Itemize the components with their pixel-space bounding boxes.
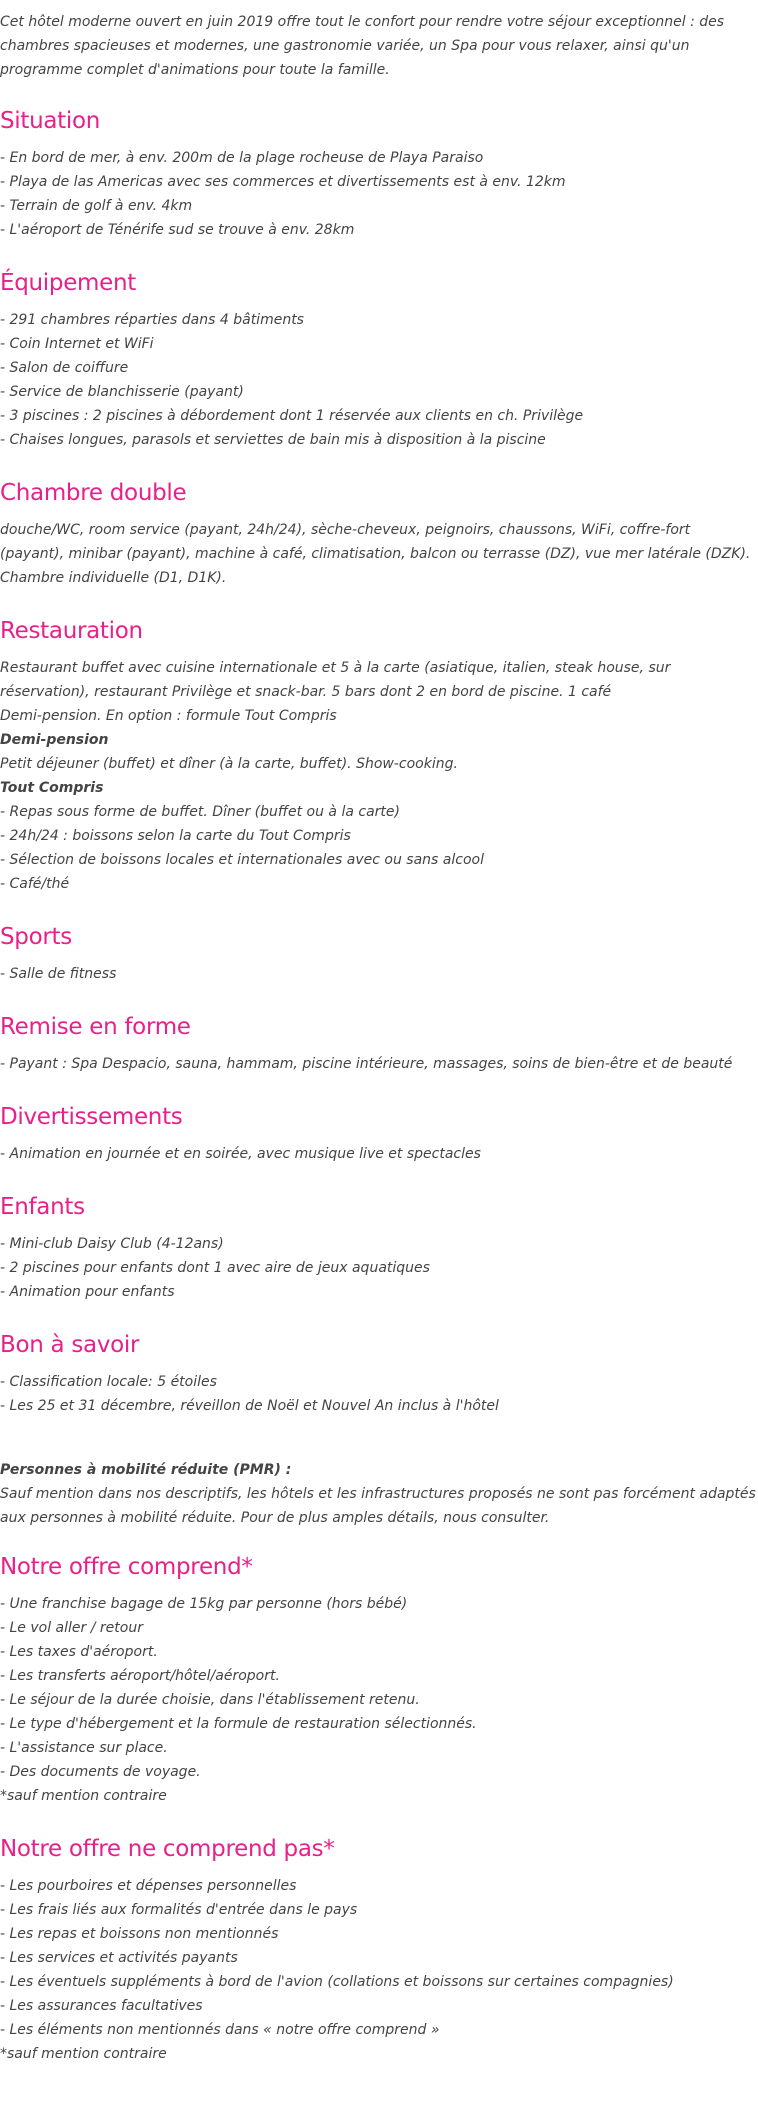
situation-heading: Situation [0,108,101,134]
list-item: - Payant : Spa Despacio, sauna, hammam, piscine intérieure, massages, soins de bien-être et de beauté [0,1056,733,1072]
sports-heading: Sports [0,924,72,950]
list-item: - Sélection de boissons locales et internationales avec ou sans alcool [0,852,484,868]
list-item: - Service de blanchisserie (payant) [0,384,244,400]
restauration-text: Restaurant buffet avec cuisine internationale et 5 à la carte (asiatique, italien, steak house, sur réservation), restaurant Privilège et snack-bar. 5 bars dont 2 en bord de piscine. 1 café [0,660,671,700]
section-offre-ne-comprend-pas [0,1832,758,2066]
list-item: - Les taxes d'aéroport. [0,1644,158,1660]
pmr-title: Personnes à mobilité réduite (PMR) : [0,1462,292,1478]
list-item: - Repas sous forme de buffet. Dîner (buffet ou à la carte) [0,804,400,820]
divertissements-heading: Divertissements [0,1104,183,1130]
list-item: - Le séjour de la durée choisie, dans l'établissement retenu. [0,1692,420,1708]
list-item: - En bord de mer, à env. 200m de la plage rocheuse de Playa Paraiso [0,150,484,166]
list-item: - L'assistance sur place. [0,1740,168,1756]
list-item: - 2 piscines pour enfants dont 1 avec aire de jeux aquatiques [0,1260,430,1276]
section-restauration [0,614,758,896]
list-item: - Les éléments non mentionnés dans « notre offre comprend » [0,2022,440,2038]
list-item: - Le vol aller / retour [0,1620,143,1636]
list-item: - Animation en journée et en soirée, avec musique live et spectacles [0,1146,481,1162]
list-item: - Chaises longues, parasols et serviettes de bain mis à disposition à la piscine [0,432,546,448]
list-item: - Animation pour enfants [0,1284,175,1300]
list-item: - 24h/24 : boissons selon la carte du Tout Compris [0,828,351,844]
intro-text: Cet hôtel moderne ouvert en juin 2019 offre tout le confort pour rendre votre séjour exceptionnel : des chambres spacieuses et modernes, une gastronomie variée, un Spa pour vous relaxer, ainsi qu'un programme complet d'animations pour toute la famille. [0,14,725,78]
section-enfants [0,1190,758,1304]
offre-comprend-heading: Notre offre comprend* [0,1554,253,1580]
restauration-formula: Demi-pension. En option : formule Tout Compris [0,708,337,724]
offre-comprend-note: *sauf mention contraire [0,1788,167,1804]
list-item: - Salle de fitness [0,966,117,982]
list-item: - 291 chambres réparties dans 4 bâtiments [0,312,304,328]
demi-pension-text: Petit déjeuner (buffet) et dîner (à la carte, buffet). Show-cooking. [0,756,458,772]
list-item: - 3 piscines : 2 piscines à débordement dont 1 réservée aux clients en ch. Privilège [0,408,584,424]
equipement-heading: Équipement [0,270,136,296]
list-item: - Les éventuels suppléments à bord de l'avion (collations et boissons sur certaines compagnies) [0,1974,674,1990]
chambre-text: douche/WC, room service (payant, 24h/24), sèche-cheveux, peignoirs, chaussons, WiFi, coffre-fort (payant), minibar (payant), machine à café, climatisation, balcon ou terrasse (DZ), vue mer latérale (DZK). Chambre individuelle (D1, D1K). [0,522,751,586]
list-item: - Des documents de voyage. [0,1764,201,1780]
enfants-heading: Enfants [0,1194,85,1220]
pmr-text: Sauf mention dans nos descriptifs, les hôtels et les infrastructures proposés ne sont pas forcément adaptés aux personnes à mobilité réduite. Pour de plus amples détails, nous consulter. [0,1486,756,1526]
list-item: - Les transferts aéroport/hôtel/aéroport. [0,1668,280,1684]
section-equipement [0,266,758,452]
section-situation [0,104,758,242]
remise-heading: Remise en forme [0,1014,191,1040]
list-item: - Coin Internet et WiFi [0,336,154,352]
list-item: - Le type d'hébergement et la formule de restauration sélectionnés. [0,1716,477,1732]
section-bon-a-savoir [0,1328,758,1418]
list-item: - Les services et activités payants [0,1950,238,1966]
list-item: - Salon de coiffure [0,360,129,376]
pmr-notice [0,1458,758,1530]
list-item: - Playa de las Americas avec ses commerces et divertissements est à env. 12km [0,174,566,190]
section-remise-en-forme [0,1010,758,1076]
list-item: - Classification locale: 5 étoiles [0,1374,217,1390]
list-item: - Les pourboires et dépenses personnelles [0,1878,297,1894]
section-chambre [0,476,758,590]
list-item: - Café/thé [0,876,70,892]
section-sports [0,920,758,986]
restauration-heading: Restauration [0,618,143,644]
list-item: - Les frais liés aux formalités d'entrée dans le pays [0,1902,358,1918]
list-item: - L'aéroport de Ténérife sud se trouve à env. 28km [0,222,355,238]
tout-compris-title: Tout Compris [0,780,104,796]
offre-ne-comprend-pas-note: *sauf mention contraire [0,2046,167,2062]
section-divertissements [0,1100,758,1166]
offre-ne-comprend-pas-heading: Notre offre ne comprend pas* [0,1836,335,1862]
list-item: - Les assurances facultatives [0,1998,203,2014]
list-item: - Terrain de golf à env. 4km [0,198,193,214]
list-item: - Les 25 et 31 décembre, réveillon de Noël et Nouvel An inclus à l'hôtel [0,1398,499,1414]
demi-pension-title: Demi-pension [0,732,109,748]
list-item: - Les repas et boissons non mentionnés [0,1926,279,1942]
section-offre-comprend [0,1550,758,1808]
bon-a-savoir-heading: Bon à savoir [0,1332,140,1358]
list-item: - Mini-club Daisy Club (4-12ans) [0,1236,224,1252]
chambre-heading: Chambre double [0,480,187,506]
list-item: - Une franchise bagage de 15kg par personne (hors bébé) [0,1596,408,1612]
